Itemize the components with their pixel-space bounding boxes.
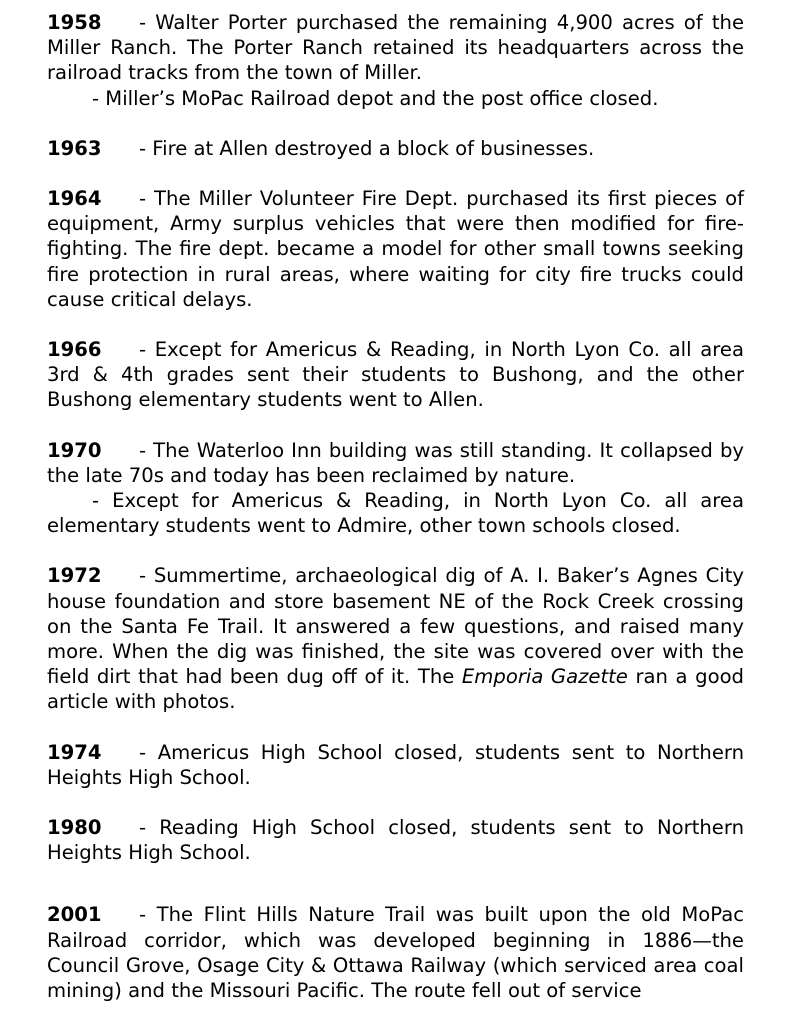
entry-text: - The Flint Hills Nature Trail was built upon the old MoPac Railroad corridor, which was developed beginning in 1886—the Council Grove, Osage City & Ottawa Railway (which serviced area coal mining) and the Missouri Pacific. The route fell out of service	[47, 903, 744, 1003]
timeline-document	[47, 10, 744, 1003]
entry-text: - Americus High School closed, students sent to Northern Heights High School.	[47, 740, 744, 789]
entry-subitem: - Miller’s MoPac Railroad depot and the post office closed.	[92, 86, 659, 110]
entry-text: - The Miller Volunteer Fire Dept. purchased its first pieces of equipment, Army surplus vehicles that were then modified for fire-fighting. The fire dept. became a model for other small towns seeking fire protection in rural areas, where waiting for city fire trucks could cause critical delays.	[47, 187, 744, 311]
entry-text: ran a good article with photos.	[47, 665, 744, 714]
entry-year: 1970	[47, 438, 102, 462]
entry-year: 1963	[47, 136, 102, 160]
entry-1963	[47, 136, 744, 161]
entry-1974	[47, 740, 744, 790]
entry-text: - Fire at Allen destroyed a block of businesses.	[139, 136, 595, 160]
entry-year: 1974	[47, 740, 102, 764]
entry-year: 1980	[47, 816, 102, 840]
entry-text: - Walter Porter purchased the remaining 4,900 acres of the Miller Ranch. The Porter Ranch retained its headquarters across the railroad tracks from the town of Miller.	[47, 11, 744, 85]
entry-1970	[47, 438, 744, 488]
entry-1964	[47, 186, 744, 312]
entry-subitem: - Except for Americus & Reading, in North Lyon Co. all area elementary students went to Admire, other town schools closed.	[47, 489, 744, 538]
entry-year: 1958	[47, 11, 102, 34]
entry-year: 2001	[47, 903, 102, 927]
entry-text: - The Waterloo Inn building was still standing. It collapsed by the late 70s and today has been reclaimed by nature.	[47, 438, 744, 487]
entry-year: 1972	[47, 564, 102, 588]
entry-2001	[47, 902, 744, 1003]
entry-1966	[47, 337, 744, 413]
entry-1958	[47, 10, 744, 86]
entry-1972	[47, 563, 744, 714]
entry-text: - Summertime, archaeological dig of A. I. Baker’s Agnes City house foundation and store basement NE of the Rock Creek crossing on the Santa Fe Trail. It answered a few questions, and raised many more. When the dig was finished, the site was covered over with the field dirt that had been dug off of it. The	[47, 564, 744, 689]
entry-text: - Except for Americus & Reading, in North Lyon Co. all area 3rd & 4th grades sent their students to Bushong, and the other Bushong elementary students went to Allen.	[47, 338, 744, 412]
entry-year: 1964	[47, 187, 102, 211]
newspaper-title: Emporia Gazette	[461, 665, 628, 689]
entry-1980	[47, 815, 744, 865]
entry-text: - Reading High School closed, students sent to Northern Heights High School.	[47, 816, 744, 865]
entry-year: 1966	[47, 338, 102, 362]
